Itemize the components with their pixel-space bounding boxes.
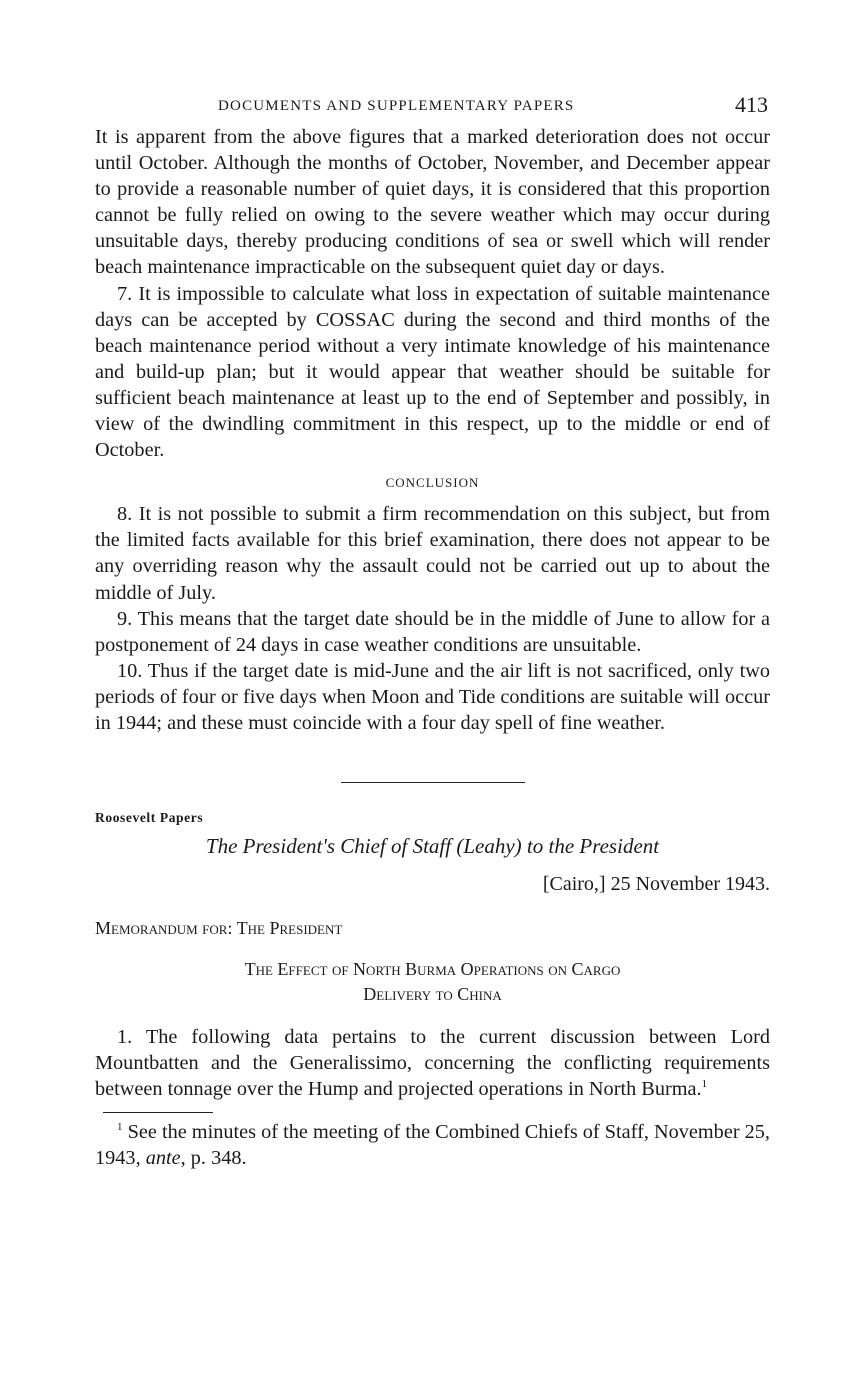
footnote-italic: ante [145,1147,181,1170]
document-title: The President's Chief of Staff (Leahy) to the President [205,834,660,859]
footnote-text: See the minutes of the meeting of the Combined Chiefs of Staff, November 25, 1943, [95,1121,771,1170]
page-header [95,90,770,124]
footnote-text-end: , p. 348. [180,1147,247,1170]
body-text [95,124,770,1172]
running-head: DOCUMENTS AND SUPPLEMENTARY PAPERS [218,98,575,114]
document-page [95,90,770,1172]
paragraph-9: 9. This means that the target date should be in the middle of June to allow for a postponement of 24 days in case weather conditions are unsuitable. [95,607,770,656]
dateline: [Cairo,] 25 November 1943. [542,873,770,896]
memo-body [95,1024,770,1102]
paragraph-continued: It is apparent from the above figures that a marked deterioration does not occur until October. Although the months of October, November, and December appear to provide a reasonable number of quiet days, it is considered that this proportion cannot be fully relied on owing to the severe weather which may occur during unsuitable days, thereby producing conditions of sea or swell which will render beach maintenance impracticable on the subsequent quiet day or days. [95,126,770,279]
paragraph-7: 7. It is impossible to calculate what loss in expectation of suitable maintenance days can be accepted by COSSAC during the second and third months of the beach maintenance period without a very intimate knowledge of his maintenance and build-up plan; but it would appear that weather should be suitable for sufficient beach maintenance at least up to the end of September and possibly, in view of the dwindling commitment in this respect, up to the middle or end of October. [95,282,770,462]
footnote-marker: 1 [117,1121,123,1134]
memo-paragraph-1-text: 1. The following data pertains to the current discussion between Lord Mountbatten and the Generalissimo, concerning the conflicting requirements between tonnage over the Hump and projected operations in North Burma. [95,1026,770,1101]
paragraph-10: 10. Thus if the target date is mid-June and the air lift is not sacrificed, only two periods of four or five days when Moon and Tide conditions are suitable will occur in 1944; and these must coincide with a four day spell of fine weather. [95,659,770,734]
paragraph-8: 8. It is not possible to submit a firm recommendation on this subject, but from the limited facts available for this brief examination, there does not appear to be any overriding reason why the assault could not be carried out up to about the middle of July. [95,503,770,604]
memo-subject-line-1: The Effect of North Burma Operations on Cargo [244,959,621,980]
memo-paragraph-1 [95,1024,770,1102]
section-heading-conclusion: CONCLUSION [385,475,480,491]
footnote-reference[interactable]: 1 [701,1078,708,1091]
document-source: Roosevelt Papers [95,810,204,826]
page-number: 413 [735,92,768,117]
footnote [95,1119,770,1171]
section-divider [341,782,525,783]
memo-subject-line-2: Delivery to China [363,984,502,1005]
memo-addressee: Memorandum for: The President [95,918,343,939]
footnote-rule [103,1112,213,1113]
memo-subject [95,957,770,1007]
